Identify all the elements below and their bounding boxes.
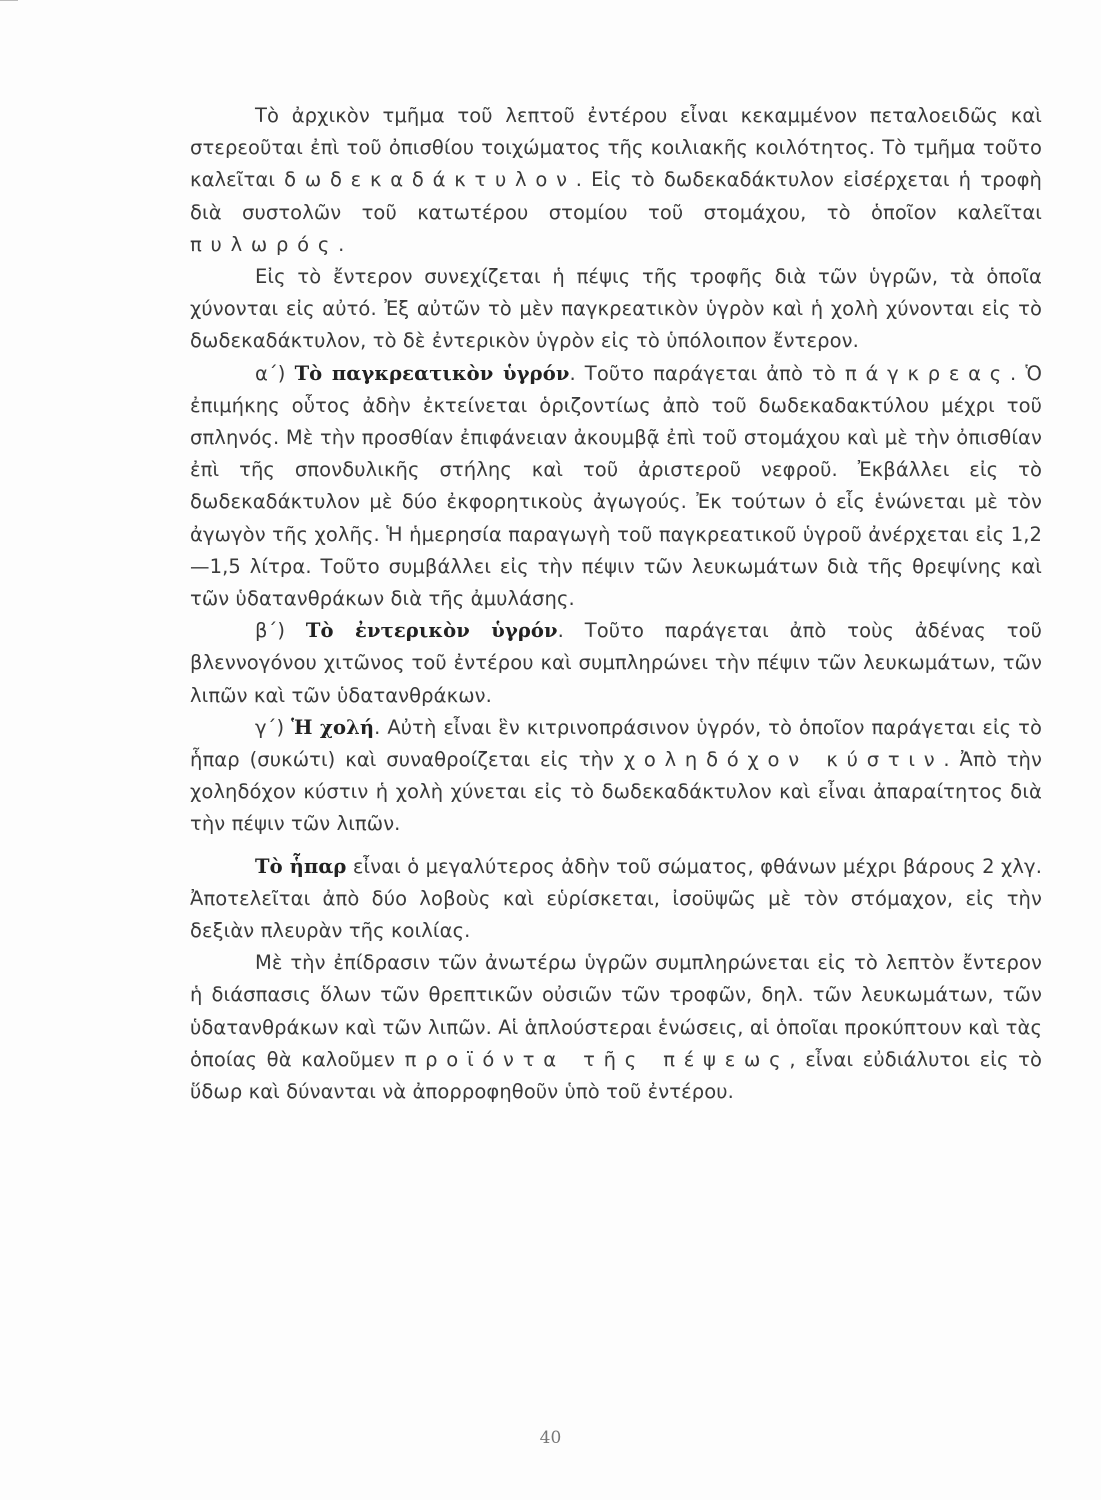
- list-marker: β΄): [255, 619, 306, 643]
- heading-liver: Τὸ ἧπαρ: [255, 854, 347, 878]
- list-marker: γ΄): [255, 715, 292, 739]
- text-run: . Τοῦτο παράγεται ἀπὸ τοὺς ἀδένας τοῦ βλεννογόνου χιτῶνος τοῦ ἐντέρου καὶ συμπληρώνει τὴν πέψιν τῶν λευκωμάτων, τῶν λιπῶν καὶ τῶν ὑδατανθράκων.: [190, 619, 1042, 707]
- scan-corner-mark: [0, 0, 18, 1]
- term-pancreas: πάγκρεας: [844, 361, 1011, 385]
- heading-pancreatic-juice: Τὸ παγκρεατικὸν ὑγρόν: [294, 361, 570, 385]
- text-run: , εἶναι εὐδιάλυτοι εἰς τὸ ὕδωρ καὶ δύνανται νὰ ἀπορροφηθοῦν ὑπὸ τοῦ ἐντέρου.: [190, 1047, 1043, 1104]
- text-run: . Ὁ ἐπιμήκης οὗτος ἀδὴν ἐκτείνεται ὁριζοντίως ἀπὸ τοῦ δωδεκαδακτύλου μέχρι τοῦ σπληνός. Μὲ τὴν προσθίαν ἐπιφάνειαν ἀκουμβᾷ ἐπὶ τοῦ στομάχου καὶ μὲ τὴν ὀπισθίαν ἐπὶ τῆς σπονδυλικῆς στήλης καὶ τοῦ ἀριστεροῦ νεφροῦ. Ἐκβάλλει εἰς τὸ δωδεκαδάκτυλον μὲ δύο ἐκφορητικοὺς ἀγωγούς. Ἐκ τούτων ὁ εἷς ἑνώνεται μὲ τὸν ἀγωγὸν τῆς χολῆς. Ἡ ἡμερησία παραγωγὴ τοῦ παγκρεατικοῦ ὑγροῦ ἀνέρχεται εἰς 1,2—1,5 λίτρα. Τοῦτο συμβάλλει εἰς τὴν πέψιν τῶν λευκωμάτων διὰ τῆς θρεψίνης καὶ τῶν ὑδατανθράκων διὰ τῆς ἀμυλάσης.: [190, 361, 1043, 611]
- term-digestion-products: προϊόντα τῆς πέψεως: [404, 1047, 790, 1071]
- text-run: εἶναι ὁ μεγαλύτερος ἀδὴν τοῦ σώματος, φθάνων μέχρι βάρους 2 χλγ. Ἀποτελεῖται ἀπὸ δύο λοβοὺς καὶ εὑρίσκεται, ἰσοϋψῶς μὲ τὸν στόμαχον, εἰς τὴν δεξιὰν πλευρὰν τῆς κοιλίας.: [190, 854, 1042, 943]
- paragraph-intestinal-juice: [190, 615, 1042, 712]
- paragraph-digestion-products: [190, 947, 1042, 1108]
- text-run: .: [338, 232, 345, 256]
- text-run: Μὲ τὴν ἐπίδρασιν τῶν ἀνωτέρω ὑγρῶν συμπληρώνεται εἰς τὸ λεπτὸν ἔντερον ἡ διάσπασις ὅλων τῶν θρεπτικῶν οὐσιῶν τῶν τροφῶν, δηλ. τῶν λευκωμάτων, τῶν ὑδατανθράκων καὶ τῶν λιπῶν. Αἱ ἁπλούστεραι ἑνώσεις, αἱ ὁποῖαι προκύπτουν καὶ τὰς ὁποίας θὰ καλοῦμεν: [190, 951, 1042, 1071]
- term-gallbladder: χοληδόχον κύστιν: [623, 748, 944, 772]
- paragraph-liver: [190, 851, 1042, 948]
- term-duodenum: δωδεκαδάκτυλον: [284, 168, 576, 192]
- text-run: . Τοῦτο παράγεται ἀπὸ τὸ: [569, 361, 845, 385]
- list-marker: α΄): [255, 361, 295, 385]
- heading-bile: Ἡ χολή: [291, 715, 375, 739]
- heading-intestinal-juice: Τὸ ἐντερικὸν ὑγρόν: [305, 619, 558, 643]
- page-body: [190, 100, 1042, 1108]
- text-run: . Αὐτὴ εἶναι ἓν κιτρινοπράσινον ὑγρόν, τὸ ὁποῖον παράγεται εἰς τὸ ἧπαρ (συκώτι) καὶ συναθροίζεται εἰς τὴν: [190, 715, 1042, 772]
- term-pylorus: πυλωρός: [190, 232, 339, 256]
- paragraph-pancreatic-juice: [190, 358, 1042, 616]
- text-run: Τὸ ἀρχικὸν τμῆμα τοῦ λεπτοῦ ἐντέρου εἶναι κεκαμμένον πεταλοειδῶς καὶ στερεοῦται ἐπὶ τοῦ ὀπισθίου τοιχώματος τῆς κοιλιακῆς κοιλότητος. Τὸ τμῆμα τοῦτο καλεῖται: [190, 104, 1042, 192]
- text-run: . Ἀπὸ τὴν χοληδόχον κύστιν ἡ χολὴ χύνεται εἰς τὸ δωδεκαδάκτυλον καὶ εἶναι ἀπαραίτητος διὰ τὴν πέψιν τῶν λιπῶν.: [190, 748, 1042, 836]
- paragraph-digestive-fluids: [190, 261, 1042, 358]
- text-run: . Εἰς τὸ δωδεκαδάκτυλον εἰσέρχεται ἡ τροφὴ διὰ συστολῶν τοῦ κατωτέρου στομίου τοῦ στομάχου, τὸ ὁποῖον καλεῖται: [190, 168, 1043, 224]
- paragraph-bile: [190, 712, 1042, 841]
- paragraph-duodenum: [190, 100, 1042, 261]
- text-run: Εἰς τὸ ἔντερον συνεχίζεται ἡ πέψις τῆς τροφῆς διὰ τῶν ὑγρῶν, τὰ ὁποῖα χύνονται εἰς αὐτό. Ἐξ αὐτῶν τὸ μὲν παγκρεατικὸν ὑγρὸν καὶ ἡ χολὴ χύνονται εἰς τὸ δωδεκαδάκτυλον, τὸ δὲ ἐντερικὸν ὑγρὸν εἰς τὸ ὑπόλοιπον ἔντερον.: [190, 265, 1042, 353]
- page-number: 40: [539, 1428, 562, 1448]
